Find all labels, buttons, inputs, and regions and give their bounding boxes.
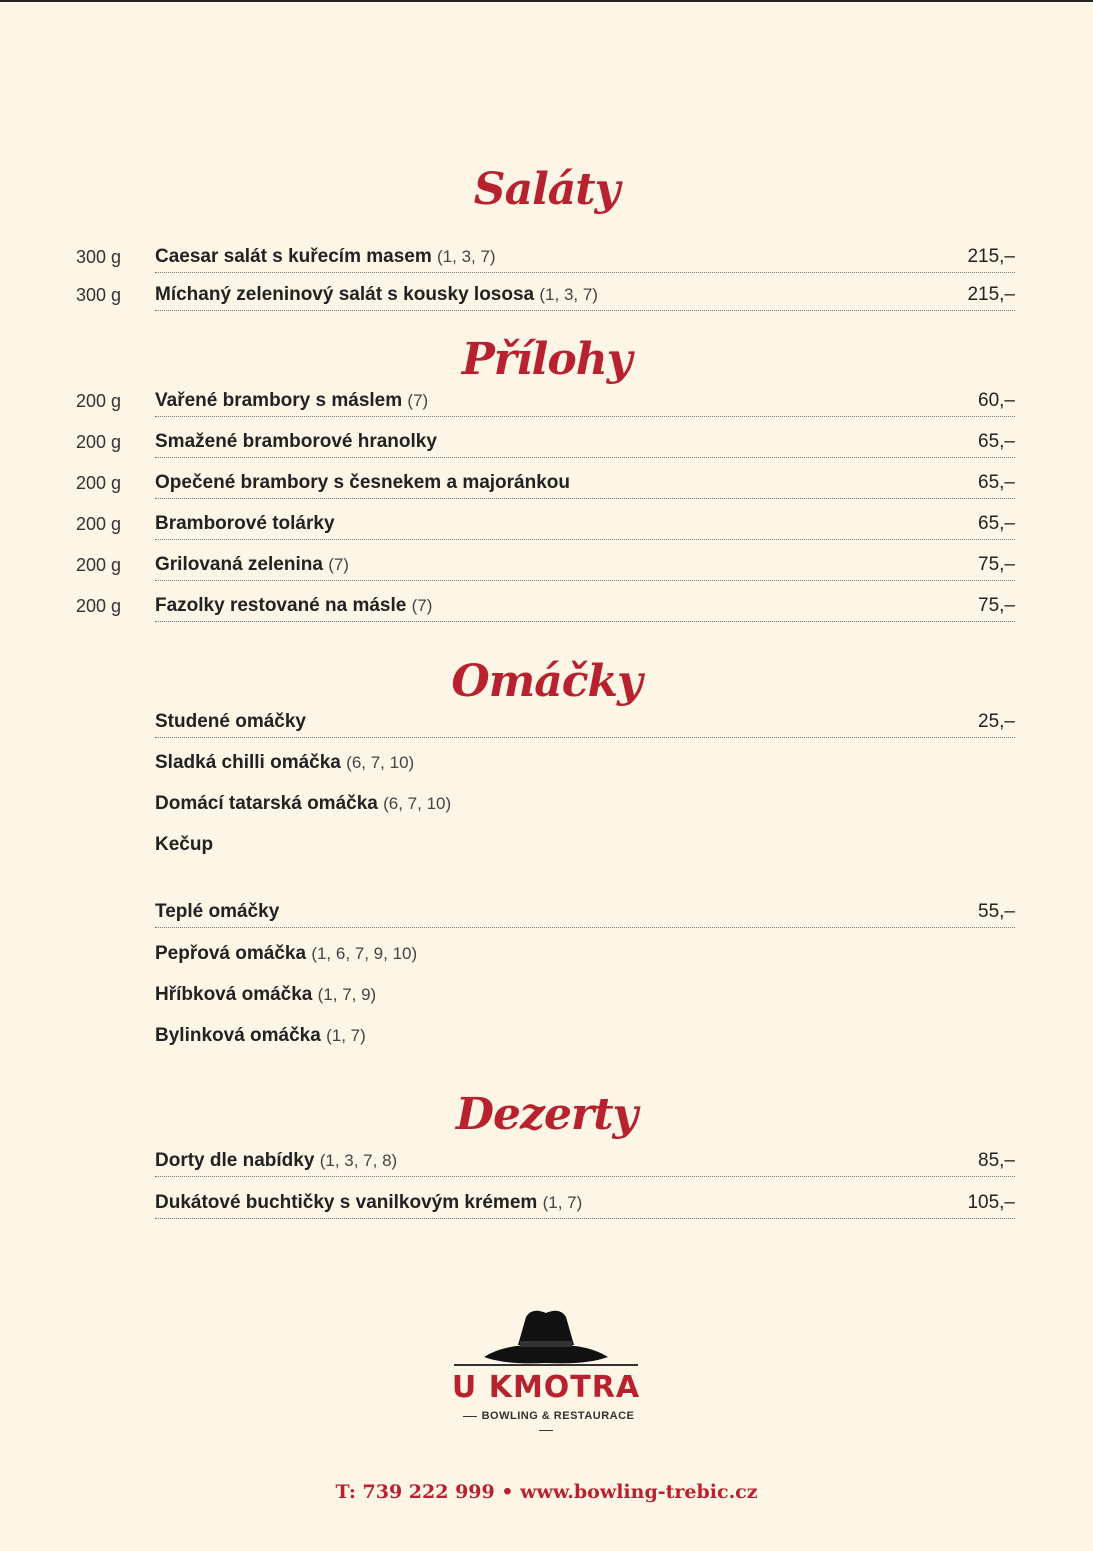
item-weight: 200 g bbox=[76, 514, 122, 534]
item-weight: 200 g bbox=[76, 555, 122, 575]
item-name-text: Smažené bramborové hranolky bbox=[155, 431, 437, 452]
item-name bbox=[155, 1189, 582, 1217]
item-price: 65,– bbox=[978, 472, 1015, 493]
group-price: 55,– bbox=[978, 901, 1015, 922]
item-weight: 200 g bbox=[76, 391, 122, 411]
item-allergens: (1, 7) bbox=[542, 1193, 583, 1212]
item-name bbox=[155, 428, 437, 456]
item-name bbox=[155, 981, 376, 1009]
menu-item bbox=[0, 790, 1093, 820]
menu-item bbox=[0, 1147, 1093, 1177]
footer-contact: T: 739 222 999 • www.bowling-trebic.cz bbox=[335, 1481, 758, 1503]
logo-subtitle-text: BOWLING & RESTAURACE bbox=[481, 1410, 635, 1422]
menu-item bbox=[0, 428, 1093, 458]
item-allergens: (1, 6, 7, 9, 10) bbox=[311, 944, 418, 963]
item-price: 215,– bbox=[967, 284, 1015, 305]
menu-item bbox=[0, 281, 1093, 311]
item-name bbox=[155, 469, 570, 497]
item-allergens: (7) bbox=[328, 555, 349, 574]
item-allergens: (1, 7) bbox=[326, 1026, 366, 1045]
item-name-text: Sladká chilli omáčka bbox=[155, 752, 341, 773]
item-weight: 200 g bbox=[76, 473, 122, 493]
item-price: 85,– bbox=[978, 1150, 1015, 1171]
item-allergens: (6, 7, 10) bbox=[383, 794, 452, 813]
item-price: 75,– bbox=[978, 554, 1015, 575]
menu-item-group bbox=[0, 898, 1093, 928]
menu-item bbox=[0, 387, 1093, 417]
item-name-text: Míchaný zeleninový salát s kousky lososa bbox=[155, 284, 535, 305]
item-allergens: (1, 3, 7, 8) bbox=[319, 1151, 398, 1170]
item-price: 60,– bbox=[978, 390, 1015, 411]
menu-item bbox=[0, 1022, 1093, 1052]
item-name bbox=[155, 831, 213, 859]
item-weight: 300 g bbox=[76, 285, 122, 305]
item-name bbox=[155, 510, 335, 538]
item-name bbox=[155, 1147, 397, 1175]
item-allergens: (7) bbox=[407, 391, 429, 410]
menu-item-group bbox=[0, 708, 1093, 738]
restaurant-logo bbox=[446, 1305, 646, 1425]
group-price: 25,– bbox=[978, 711, 1015, 732]
logo-subtitle bbox=[446, 1409, 646, 1437]
item-name-text: Grilovaná zelenina bbox=[155, 554, 323, 575]
menu-item bbox=[0, 592, 1093, 622]
item-allergens: (1, 3, 7) bbox=[437, 247, 496, 266]
item-name bbox=[155, 1022, 366, 1050]
section-title-dezerty: Dezerty bbox=[455, 1089, 638, 1140]
item-name-text: Pepřová omáčka bbox=[155, 943, 307, 964]
group-name: Studené omáčky bbox=[155, 711, 306, 732]
item-weight: 300 g bbox=[76, 247, 122, 267]
item-allergens: (1, 7, 9) bbox=[317, 985, 377, 1004]
item-allergens: (6, 7, 10) bbox=[346, 753, 415, 772]
menu-item bbox=[0, 940, 1093, 970]
hat-icon bbox=[446, 1305, 646, 1371]
menu-item bbox=[0, 981, 1093, 1011]
section-title-prilohy: Přílohy bbox=[461, 334, 632, 385]
item-name-text: Bylinková omáčka bbox=[155, 1025, 321, 1046]
item-allergens: (1, 3, 7) bbox=[539, 285, 598, 304]
menu-item bbox=[0, 831, 1093, 861]
item-name-text: Domácí tatarská omáčka bbox=[155, 793, 378, 814]
menu-item bbox=[0, 749, 1093, 779]
menu-item bbox=[0, 243, 1093, 273]
item-name bbox=[155, 551, 349, 579]
section-title-omacky: Omáčky bbox=[451, 656, 642, 707]
section-title-salaty: Saláty bbox=[473, 164, 620, 215]
item-name-text: Caesar salát s kuřecím masem bbox=[155, 246, 432, 267]
item-name bbox=[155, 592, 432, 620]
menu-item bbox=[0, 551, 1093, 581]
item-name bbox=[155, 243, 496, 271]
item-weight: 200 g bbox=[76, 432, 122, 452]
item-name-text: Kečup bbox=[155, 834, 214, 855]
item-name bbox=[155, 387, 428, 415]
item-name bbox=[155, 281, 598, 309]
item-name-text: Opečené brambory s česnekem a majoránkou bbox=[155, 472, 571, 493]
item-price: 75,– bbox=[978, 595, 1015, 616]
menu-item bbox=[0, 510, 1093, 540]
logo-title: U KMOTRA bbox=[451, 1370, 641, 1405]
item-name-text: Fazolky restované na másle bbox=[155, 595, 407, 616]
item-name-text: Vařené brambory s máslem bbox=[155, 390, 403, 411]
item-price: 105,– bbox=[967, 1192, 1015, 1213]
item-name-text: Bramborové tolárky bbox=[155, 513, 335, 534]
item-name-text: Dukátové buchtičky s vanilkovým krémem bbox=[155, 1192, 538, 1213]
item-name bbox=[155, 790, 451, 818]
item-price: 65,– bbox=[978, 431, 1015, 452]
item-price: 65,– bbox=[978, 513, 1015, 534]
item-name-text: Dorty dle nabídky bbox=[155, 1150, 315, 1171]
top-border bbox=[0, 0, 1093, 2]
item-price: 215,– bbox=[967, 246, 1015, 267]
item-allergens: (7) bbox=[411, 596, 433, 615]
item-name bbox=[155, 749, 414, 777]
menu-item bbox=[0, 469, 1093, 499]
item-weight: 200 g bbox=[76, 596, 122, 616]
item-name bbox=[155, 940, 417, 968]
menu-item bbox=[0, 1189, 1093, 1219]
item-name-text: Hříbková omáčka bbox=[155, 984, 313, 1005]
group-name: Teplé omáčky bbox=[155, 901, 280, 922]
